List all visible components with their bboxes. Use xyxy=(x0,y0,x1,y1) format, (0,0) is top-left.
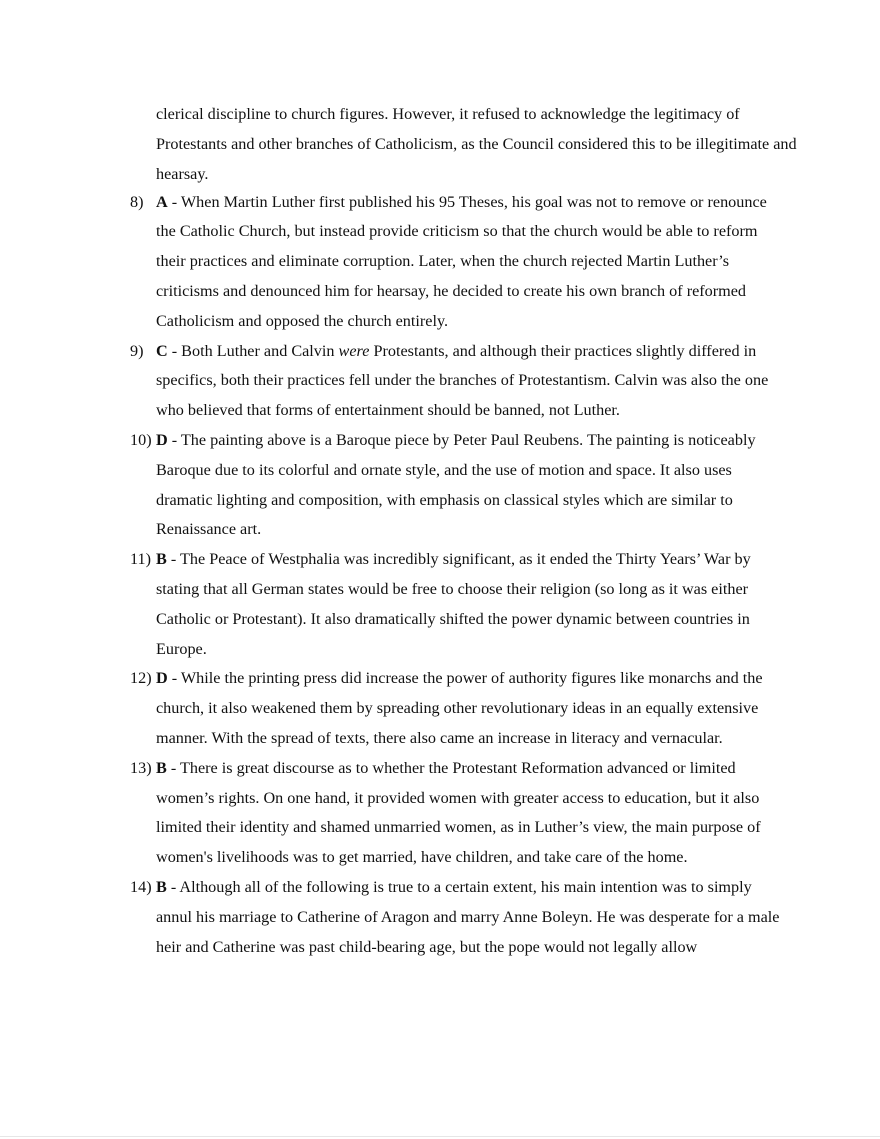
answer-item-14 xyxy=(130,873,780,962)
answer-explanation-start: - Both Luther and Calvin xyxy=(167,341,339,360)
answer-item-8 xyxy=(130,188,780,337)
answer-letter: B xyxy=(156,550,167,569)
answer-letter: B xyxy=(156,877,167,896)
answer-number: 14) xyxy=(130,877,152,896)
answer-item-10 xyxy=(130,426,780,545)
answer-letter: D xyxy=(156,430,168,449)
answer-letter: A xyxy=(156,192,168,211)
answer-explanation-end: Protestants, and although their practices slightly differed in specifics, both their practices fell under the branches of Protestantism. Calvin was also the one who believed that forms of entertainment should be banned, not Luther. xyxy=(156,341,769,420)
answer-letter: C xyxy=(156,341,168,360)
answer-explanation: - The painting above is a Baroque piece by Peter Paul Reubens. The painting is noticeably Baroque due to its colorful and ornate style, and the use of motion and space. It also uses dramatic lighting and composition, with emphasis on classical styles which are similar to Renaissance art. xyxy=(156,430,756,539)
answer-item-12 xyxy=(130,664,780,753)
answer-number: 11) xyxy=(130,550,151,569)
answer-explanation: - When Martin Luther first published his 95 Theses, his goal was not to remove or renounce the Catholic Church, but instead provide criticism so that the church would be able to reform their practices and eliminate corruption. Later, when the church rejected Martin Luther’s criticisms and denounced him for hearsay, he decided to create his own branch of reformed Catholicism and opposed the church entirely. xyxy=(156,192,767,330)
answer-explanation: - There is great discourse as to whether the Protestant Reformation advanced or limited women’s rights. On one hand, it provided women with greater access to education, but it also limited their identity and shamed unmarried women, as in Luther’s view, the main purpose of women's livelihoods was to get married, have children, and take care of the home. xyxy=(156,758,761,867)
answer-number: 12) xyxy=(130,669,152,688)
page-bottom-edge xyxy=(0,1136,880,1137)
answer-item-9 xyxy=(130,337,780,426)
answer-item-13 xyxy=(130,754,780,873)
answer-letter: B xyxy=(156,758,167,777)
answer-number: 8) xyxy=(130,192,144,211)
continued-paragraph: clerical discipline to church figures. However, it refused to acknowledge the legitimacy of Protestants and other branches of Catholicism, as the Council considered this to be illegitimate and hearsay. xyxy=(156,105,797,183)
answer-number: 10) xyxy=(130,430,152,449)
answer-number: 13) xyxy=(130,758,152,777)
answer-explanation: - Although all of the following is true to a certain extent, his main intention was to simply annul his marriage to Catherine of Aragon and marry Anne Boleyn. He was desperate for a male heir and Catherine was past child-bearing age, but the pope would not legally allow xyxy=(156,877,780,956)
answer-number: 9) xyxy=(130,341,144,360)
answer-explanation: - The Peace of Westphalia was incredibly significant, as it ended the Thirty Years’ War by stating that all German states would be free to choose their religion (so long as it was either Catholic or Protestant). It also dramatically shifted the power dynamic between countries in Europe. xyxy=(156,550,751,658)
answer-emphasis: were xyxy=(338,341,370,360)
answer-item-11 xyxy=(130,545,780,664)
answer-explanation: - While the printing press did increase the power of authority figures like monarchs and the church, it also weakened them by spreading other revolutionary ideas in an equally extensive manner. With the spread of texts, there also came an increase in literacy and vernacular. xyxy=(156,669,763,747)
answer-list xyxy=(130,188,780,963)
answer-letter: D xyxy=(156,669,168,688)
